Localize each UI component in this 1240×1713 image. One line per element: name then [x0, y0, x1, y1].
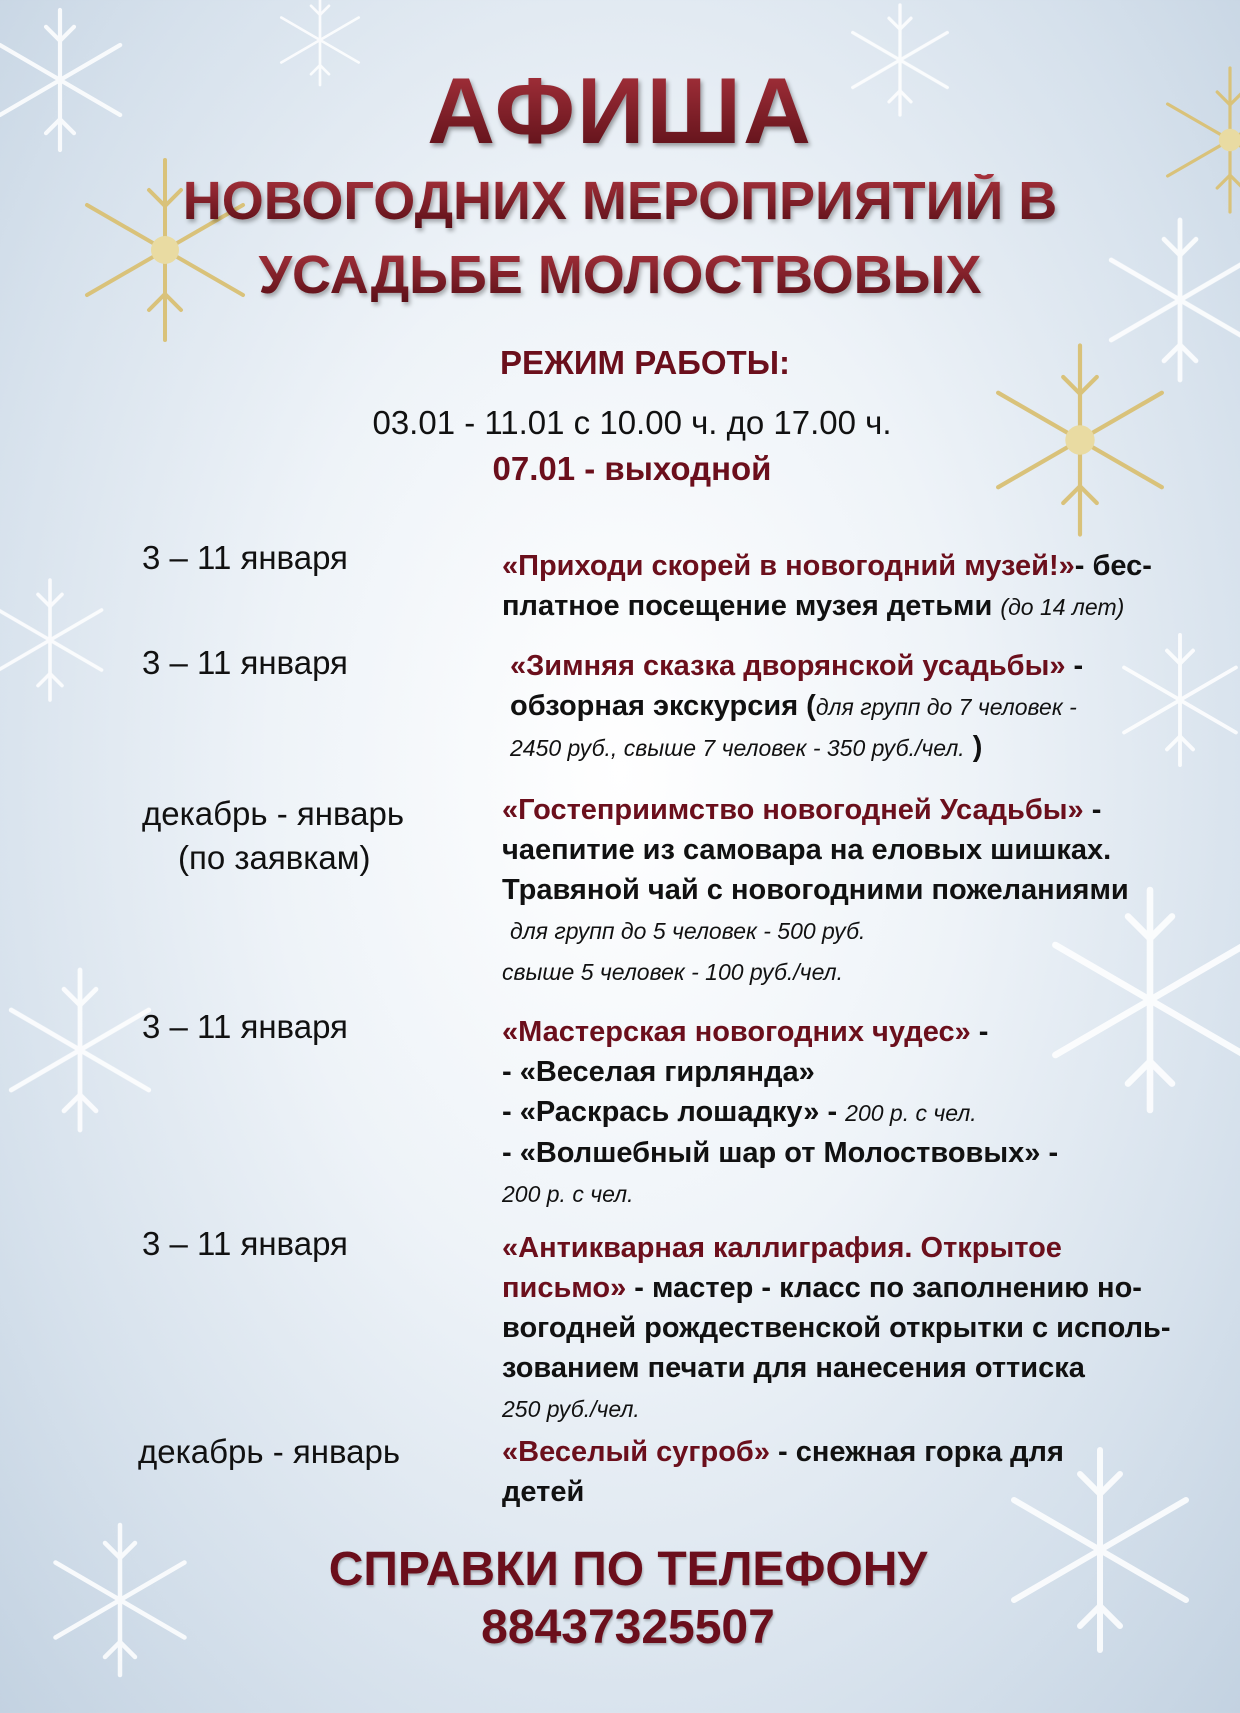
event-note: для групп до 7 человек - [815, 694, 1077, 720]
poster-subtitle-line1: НОВОГОДНИХ МЕРОПРИЯТИЙ В [0, 174, 1240, 228]
event-note: для групп до 5 человек - 500 руб. [510, 918, 866, 944]
event-item [502, 1228, 1171, 1429]
event-desc: обзорная экскурсия ( [510, 690, 816, 722]
event-note: 2450 руб., свыше 7 человек - 350 руб./чел. [510, 735, 965, 761]
event-desc: - [1083, 794, 1102, 826]
event-date: 3 – 11 января [142, 644, 348, 681]
event-note: 200 р. с чел. [502, 1181, 634, 1207]
event-desc: - мастер - класс по заполнению но- [626, 1272, 1142, 1304]
event-date-note: (по заявкам) [178, 839, 371, 876]
event-title: «Гостеприимство новогодней Усадьбы» [502, 794, 1084, 826]
event-title: письмо» [502, 1272, 627, 1304]
event-title: «Антикварная каллиграфия. Открытое [502, 1232, 1062, 1264]
contact-phone: 88437325507 [481, 1601, 775, 1654]
event-desc: зованием печати для нанесения оттиска [502, 1352, 1085, 1384]
event-item [510, 646, 1150, 768]
event-date: 3 – 11 января [142, 1225, 348, 1262]
event-item [502, 790, 1142, 992]
event-desc: - снежная горка для [769, 1436, 1064, 1468]
event-note: 200 р. с чел. [845, 1100, 977, 1126]
event-desc: вогодней рождественской открытки с исполь- [502, 1312, 1171, 1344]
event-item [502, 1012, 1142, 1214]
event-desc: Травяной чай с новогодними пожеланиями [502, 874, 1129, 906]
event-item [502, 1432, 1142, 1512]
event-desc: - бес- [1074, 550, 1152, 582]
event-desc: платное посещение музея детьми [502, 590, 993, 622]
contact-label: СПРАВКИ ПО ТЕЛЕФОНУ [328, 1543, 928, 1596]
poster-subtitle-line2: УСАДЬБЕ МОЛОСТВОВЫХ [0, 248, 1240, 302]
event-title: «Приходи скорей в новогодний музей!» [502, 550, 1075, 582]
event-note: свыше 5 человек - 100 руб./чел. [502, 959, 843, 985]
event-subitem: - «Раскрась лошадку» - [502, 1096, 846, 1128]
event-desc: ) [964, 731, 983, 763]
schedule-hours: 03.01 - 11.01 с 10.00 ч. до 17.00 ч. [372, 404, 892, 441]
event-note: (до 14 лет) [1000, 594, 1125, 620]
event-desc: чаепитие из самовара на еловых шишках. [502, 834, 1112, 866]
event-title: «Веселый сугроб» [502, 1436, 770, 1468]
event-note: 250 руб./чел. [502, 1396, 640, 1422]
poster-title: АФИША [0, 64, 1240, 158]
event-desc: - [1065, 650, 1084, 682]
schedule-heading: РЕЖИМ РАБОТЫ: [499, 344, 790, 381]
event-date: декабрь - январь [138, 1433, 401, 1470]
event-desc: - [970, 1016, 989, 1048]
event-title: «Мастерская новогодних чудес» [502, 1016, 971, 1048]
event-subitem: - «Волшебный шар от Молоствовых» - [502, 1137, 1059, 1169]
event-title: «Зимняя сказка дворянской усадьбы» [510, 650, 1066, 682]
event-item [502, 546, 1152, 627]
event-date: декабрь - январь [142, 795, 405, 832]
event-date: 3 – 11 января [142, 539, 348, 576]
event-desc: детей [502, 1476, 585, 1508]
event-date: 3 – 11 января [142, 1008, 348, 1045]
event-subitem: - «Веселая гирлянда» [502, 1056, 815, 1088]
schedule-day-off: 07.01 - выходной [492, 450, 772, 487]
